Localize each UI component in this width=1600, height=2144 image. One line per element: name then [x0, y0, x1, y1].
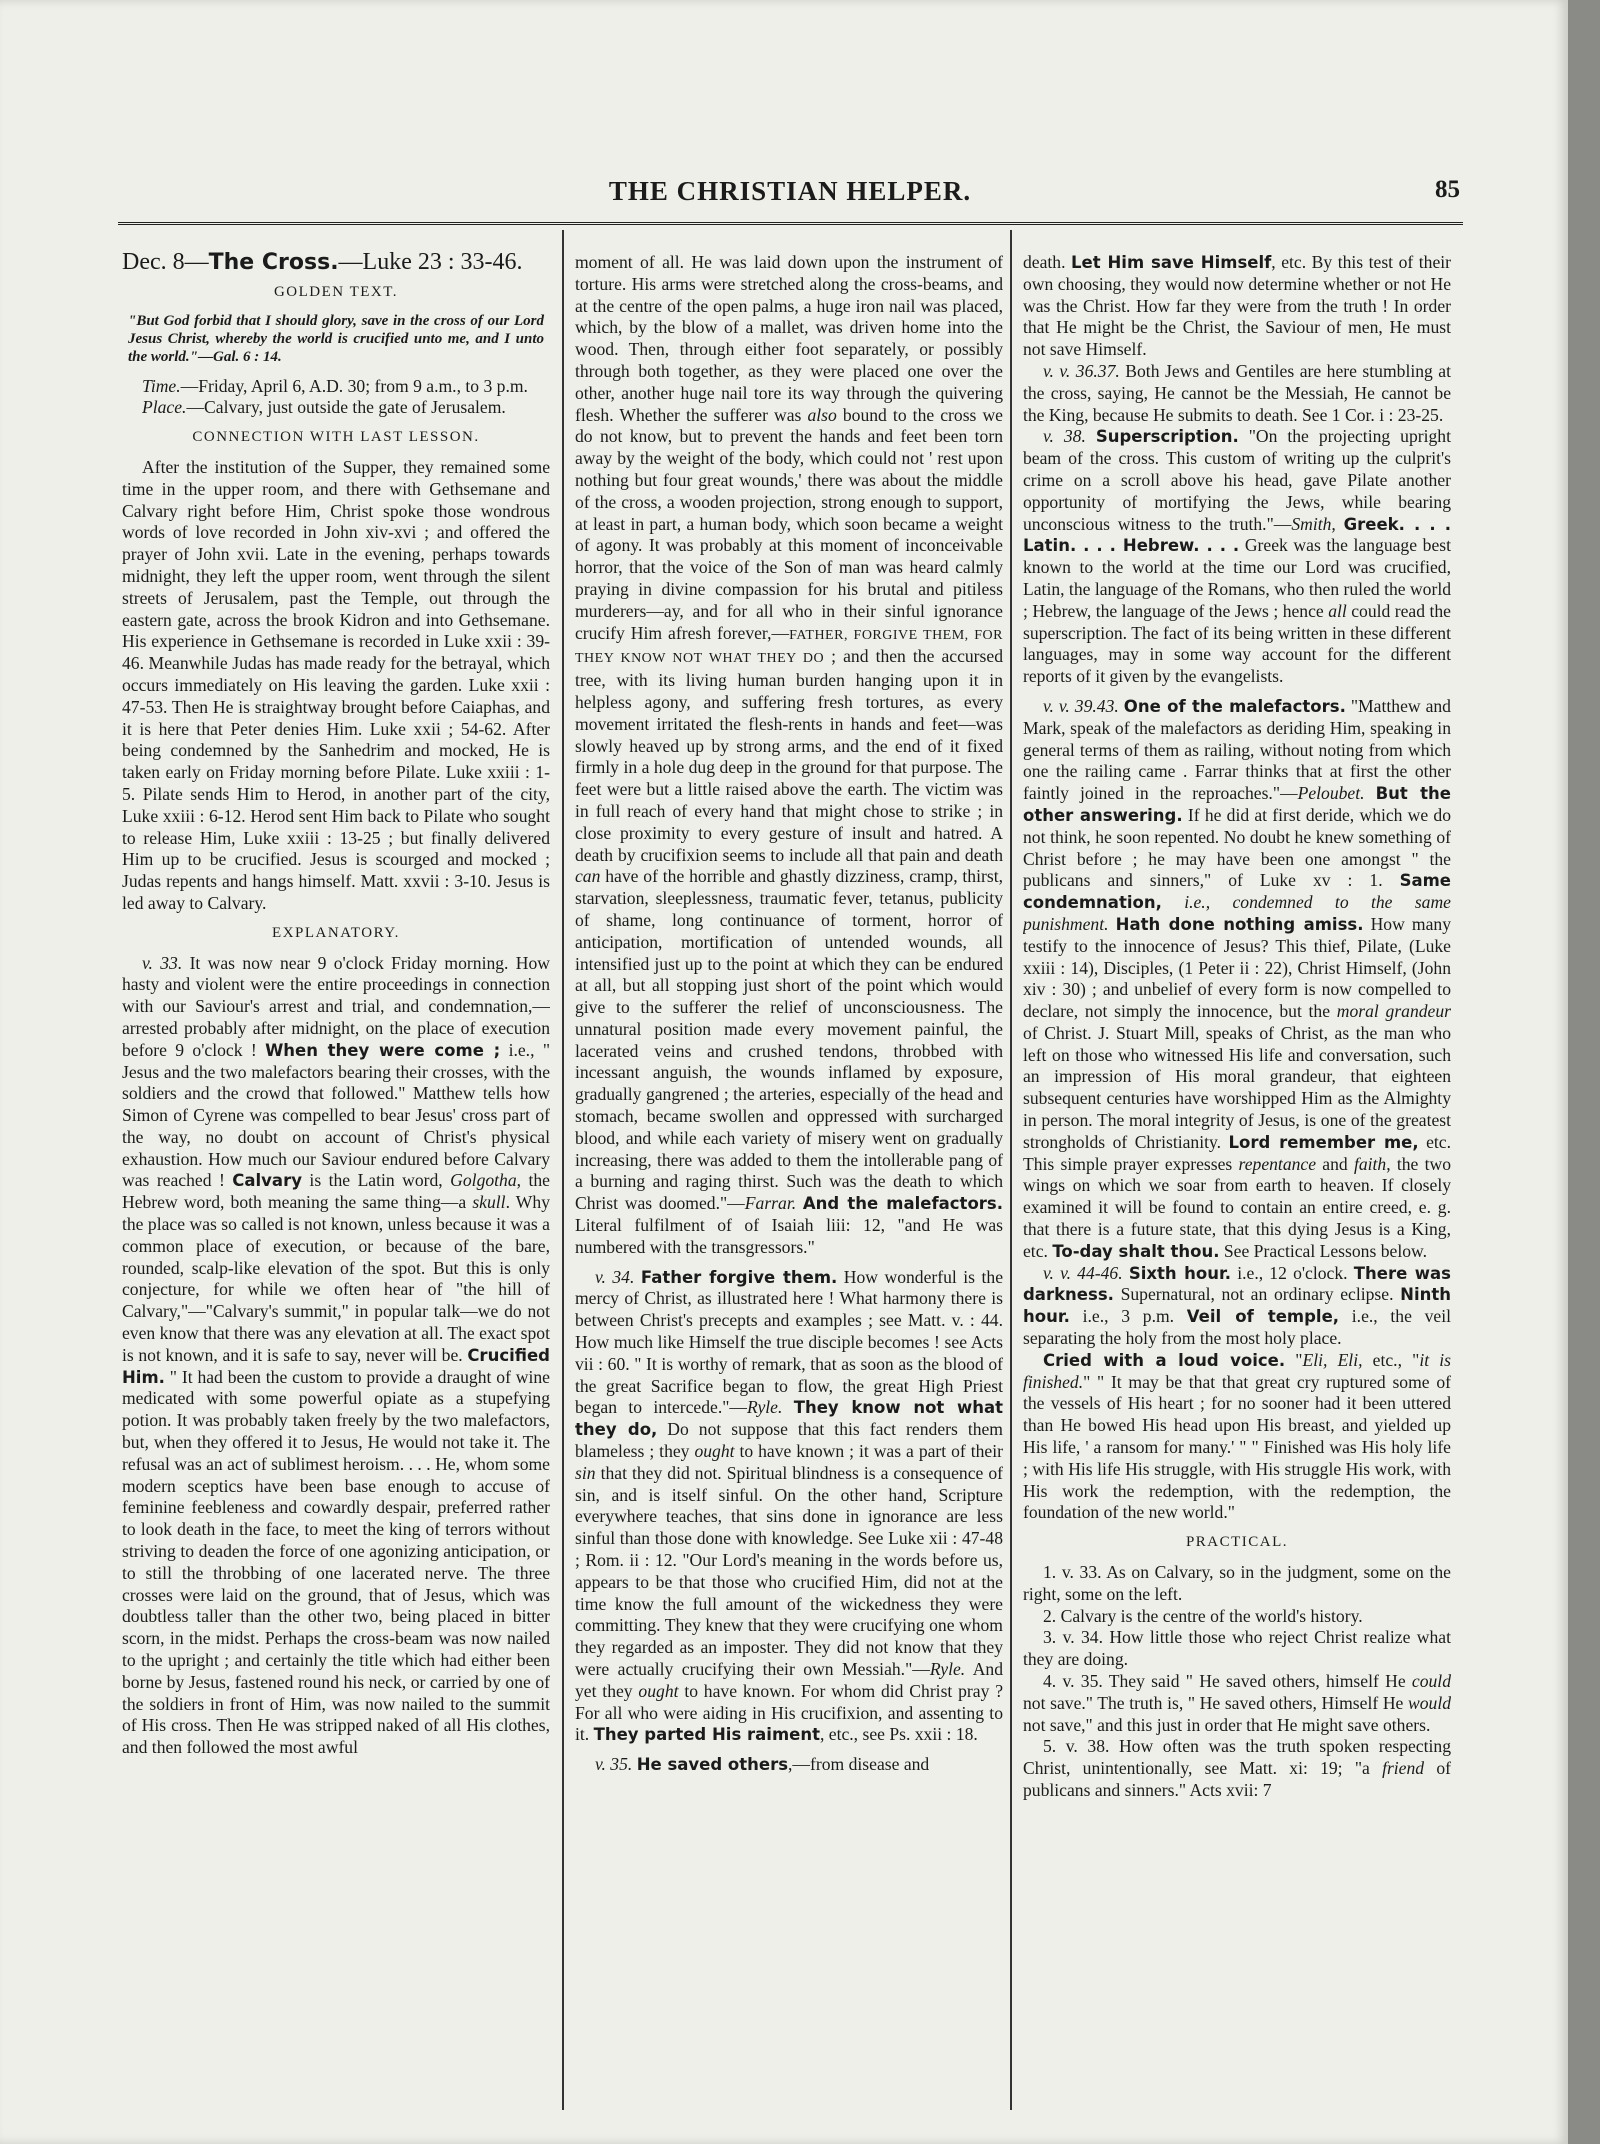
practical-item-1: 1. v. 33. As on Calvary, so in the judgment, some on the right, some on the left.: [1023, 1562, 1451, 1604]
connection-paragraph: After the institution of the Supper, they remained some time in the upper room, and there with Gethsemane and Calvary right before Him, Christ spoke those wondrous words of love recorded in John xiv-xvi ; and offered the prayer of John xvii. Late in the evening, perhaps towards midnight, they left the upper room, went through the silent streets of Jerusalem, past the Temple, out through the eastern gate, across the brook Kidron and into Gethsemane. His experience in Gethsemane is recorded in Luke xxii : 39-46. Meanwhile Judas has made ready for the betrayal, which occurs immediately on His leaving the garden. Luke xxii : 47-53. Then He is straightway brought before Caiaphas, and it is here that Peter denies Him. Luke xxii ; 54-62. After being condemned by the Sanhedrim and mocked, He is taken early on Friday morning before Pilate. Luke xxiii : 1-5. Pilate sends Him to Herod, in another part of the city, Luke xxiii : 6-12. Herod sent Him back to Pilate who sought to release Him, Luke xxiii : 13-25 ; but finally delivered Him up to be crucified. Jesus is scourged and mocked ; Judas repents and hangs himself. Matt. xxvii : 3-10. Jesus is led away to Calvary.: [122, 456, 550, 913]
column-2: [575, 252, 1003, 2112]
lesson-title: The Cross.: [208, 252, 339, 275]
running-header: [120, 176, 1460, 212]
practical-item-5: 5. v. 38. How often was the truth spoken respecting Christ, unintentionally, see Matt. xi: 19; "a friend of publicans and sinners." Acts xvii: 7: [1023, 1736, 1451, 1800]
time-paragraph: Time.—Friday, April 6, A.D. 30; from 9 a.m., to 3 p.m.: [142, 375, 528, 396]
v35-paragraph: v. 35. He saved others,—from disease and: [595, 1754, 930, 1775]
crucifixion-paragraph: moment of all. He was laid down upon the instrument of torture. His arms were stretched along the cross-beams, and at the centre of the open palms, a huge iron nail was placed, which, by the blow of a mallet, was driven home into the wood. Then, through either foot separately, or possibly through both together, as they were placed one over the other, another huge nail tore its way through the quivering flesh. Whether the sufferer was also bound to the cross we do not know, but to prevent the hands and feet been torn away by the weight of the body, which could not ' rest upon nothing but four great wounds,' there was about the middle of the cross, a wooden projection, strong enough to support, at least in part, a human body, which soon became a weight of agony. It was probably at this moment of inconceivable horror, that the voice of the Son of man was heard calmly praying in divine compassion for his brutal and pitiless murderers—ay, and for all who in their sinful ignorance crucify Him afresh forever,—FATHER, FORGIVE THEM, FOR THEY KNOW NOT WHAT THEY DO ; and then the accursed tree, with its living human burden hanging upon it in helpless agony, and suffering fresh tortures, as every movement irritated the flesh-rents in hands and feet—was slowly heaved up by strong arms, and the end of it fixed firmly in a hole dug deep in the ground for that purpose. The feet were but a little raised above the earth. The victim was in full reach of every hand that might chose to strike ; in close proximity to every gesture of insult and hatred. A death by crucifixion seems to include all that pain and death can have of the horrible and ghastly dizziness, cramp, thirst, starvation, sleeplessness, traumatic fever, tetanus, publicity of shame, long continuance of torment, horror of anticipation, mortification of untended wounds, all intensified just up to the point at which they can be endured at all, but all stopping just short of the point which would give to the sufferer the relief of unconsciousness. The unnatural position made every movement painful, the lacerated veins and crushed tendons, throbbed with incessant anguish, the wounds inflamed by exposure, gradually gangrened ; the arteries, especially of the head and stomach, became swollen and oppressed with surcharged blood, and while each variety of misery went on gradually increasing, there was added to them the intollerable pang of a burning and raging thirst. Such was the death to which Christ was doomed."—Farrar. And the malefactors. Literal fulfilment of of Isaiah liii: 12, "and He was numbered with the transgressors.": [575, 252, 1003, 1257]
running-title: THE CHRISTIAN HELPER.: [608, 176, 972, 206]
header-rule: [118, 222, 1463, 229]
cried-paragraph: Cried with a loud voice. "Eli, Eli, etc., "it is finished." " It may be that that great cry ruptured some of the vessels of His heart ; for no sooner had it been uttered than He bowed His head upon His breast, and yielded up His life, ' a ransom for many.' " " Finished was His holy life ; with His life His struggle, with His struggle His work, with His work the redemption, with the redemption, the foundation of the new world.": [1023, 1349, 1451, 1523]
practical-item-3: 3. v. 34. How little those who reject Christ realize what they are doing.: [1023, 1627, 1451, 1670]
v39-43-paragraph: v. v. 39.43. One of the malefactors. "Matthew and Mark, speak of the malefactors as deriding Him, speaking in general terms of them as railing, without noting from which one the railing came . Farrar thinks that at first the other faintly joined in the reproaches."—Peloubet. But the other answering. If he did at first deride, which we do not think, he soon repented. No doubt he knew something of Christ before ; he may have been one amongst " the publicans and sinners," of Luke xv : 1. Same condemnation, i.e., condemned to the same punishment. Hath done nothing amiss. How many testify to the innocence of Jesus? This thief, Pilate, (Luke xxiii : 14), Disciples, (1 Peter ii : 22), Christ Himself, (John xiv : 30) ; and unbelief of every form is now compelled to declare, not simply the innocence, but the moral grandeur of Christ. J. Stuart Mill, speaks of Christ, as the man who left on those who witnessed His life and conversation, such an impression of His moral grandeur, that eighteen subsequent centuries have worshipped Him as the Almighty in person. The moral integrity of Jesus, is one of the greatest strongholds of Christianity. Lord remember me, etc. This simple prayer expresses repentance and faith, the two wings on which we soar from earth to heaven. If closely examined it will be found to contain an entire creed, e. g. that there is a future state, that this dying Jesus is a King, etc. To-day shalt thou. See Practical Lessons below.: [1023, 695, 1451, 1261]
v38-paragraph: v. 38. Superscription. "On the projecting upright beam of the cross. This custom of writing up the culprit's crime on a scroll above his head, gave Pilate another opportunity of mortifying the Jews, while bearing unconscious witness to the truth."—Smith, Greek. . . . Latin. . . . Hebrew. . . . Greek was the language best known to the world at the time our Lord was crucified, Latin, the language of the Romans, who then ruled the world ; Hebrew, the language of the Jews ; hence all could read the superscription. The fact of its being written in these different languages, may in some way account for the different reports of it given by the evangelists.: [1023, 426, 1451, 687]
column-rule-2: [1010, 230, 1012, 2110]
explanatory-heading: EXPLANATORY.: [272, 924, 400, 941]
v36-37-paragraph: v. v. 36.37. Both Jews and Gentiles are here stumbling at the cross, saying, He cannot be the Messiah, He cannot be the King, because He submits to death. See 1 Cor. i : 23-25.: [1023, 360, 1451, 425]
v35-continued: death. Let Him save Himself, etc. By this test of their own choosing, they would now determine whether or not He was the Christ. How far they were from the truth ! In order that He might be the Christ, the Saviour of men, He must not save Himself.: [1023, 252, 1451, 360]
v33-paragraph: v. 33. It was now near 9 o'clock Friday morning. How hasty and violent were the entire proceedings in connection with our Saviour's arrest and trial, and condemnation,—arrested probably after midnight, on the place of execution before 9 o'clock ! When they were come ; i.e., " Jesus and the two malefactors bearing their crosses, with the soldiers and the crowd that followed." Matthew tells how Simon of Cyrene was compelled to bear Jesus' cross part of the way, no doubt on account of Christ's physical exhaustion. How much our Saviour endured before Calvary was reached ! Calvary is the Latin word, Golgotha, the Hebrew word, both meaning the same thing—a skull. Why the place was so called is not known, unless because it was a common place of execution, or because of the bare, rounded, scalp-like elevation of the spot. But this is only conjecture, for while we often hear of "the hill of Calvary,"—"Calvary's summit," in popular talk—we do not even know that there was any elevation at all. The exact spot is not known, and it is safe to say, never will be. Crucified Him. " It had been the custom to provide a draught of wine medicated with some powerful opiate as a stupefying potion. It was probably taken freely by the two malefactors, but, when they offered it to Jesus, He would not take it. The refusal was an act of sublimest heroism. . . . He, whom some modern sceptics have been base enough to accuse of feminine feebleness and cowardly despair, preferred rather to look death in the face, to meet the king of terrors without striving to deaden the force of one agonizing anticipation, or to still the throbbing of one lacerated nerve. The three crosses were laid on the ground, that of Jesus, which was doubtless taller than the other two, being placed in bitter scorn, in the midst. Perhaps the cross-beam was now nailed to the upright ; and certainly the title which had either been borne by Jesus, fastened round his neck, or carried by one of the soldiers in front of Him, was now nailed to the summit of His cross. Then He was stripped naked of all His clothes, and then followed the most awful: [122, 952, 550, 1758]
column-3: [1023, 252, 1451, 2112]
practical-item-2: 2. Calvary is the centre of the world's history.: [1043, 1605, 1363, 1626]
practical-item-4: 4. v. 35. They said " He saved others, himself He could not save." The truth is, " He saved others, Himself He would not save," and this just in order that He might save others.: [1023, 1671, 1451, 1735]
column-rule-1: [562, 230, 564, 2110]
column-1: [122, 252, 550, 2112]
page-number: 85: [1435, 176, 1460, 203]
golden-text: "But God forbid that I should glory, save in the cross of our Lord Jesus Christ, whereby the world is crucified unto me, and I unto the world."—Gal. 6 : 14.: [128, 312, 544, 365]
connection-heading: CONNECTION WITH LAST LESSON.: [192, 429, 480, 446]
v44-46-paragraph: v. v. 44-46. Sixth hour. i.e., 12 o'clock. There was darkness. Supernatural, not an ordinary eclipse. Ninth hour. i.e., 3 p.m. Veil of temple, i.e., the veil separating the holy from the most holy place.: [1023, 1262, 1451, 1349]
golden-text-heading: GOLDEN TEXT.: [273, 283, 399, 300]
place-paragraph: Place.—Calvary, just outside the gate of Jerusalem.: [142, 397, 506, 418]
v34-paragraph: v. 34. Father forgive them. How wonderful is the mercy of Christ, as illustrated here ! What harmony there is between Christ's precepts and examples ; see Matt. v. : 44. How much like Himself the true disciple becomes ! see Acts vii : 60. " It is worthy of remark, that as soon as the blood of the great Sacrifice began to flow, the great High Priest began to intercede."—Ryle. They know not what they do, Do not suppose that this fact renders them blameless ; they ought to have known ; it was a part of their sin that they did not. Spiritual blindness is a consequence of sin, and is itself sinful. On the other hand, Scripture everywhere teaches, that sins done in ignorance are less sinful than those done with knowledge. See Luke xii : 47-48 ; Rom. ii : 12. "Our Lord's meaning in the words before us, appears to be that those who crucified Him, did not at the time know the full amount of the wickedness they were committing. They knew that they were crucifying one whom they regarded as an imposter. They did not know that they were actually crucifying their own Messiah."—Ryle. And yet they ought to have known. For whom did Christ pray ? For all who were aiding in His crucifixion, and assenting to it. They parted His raiment, etc., see Ps. xxii : 18.: [575, 1266, 1003, 1745]
practical-heading: PRACTICAL.: [1185, 1534, 1289, 1551]
page-edge: [1568, 0, 1600, 2144]
lesson-heading: Dec. 8—The Cross.—Luke 23 : 33-46.: [122, 252, 523, 275]
